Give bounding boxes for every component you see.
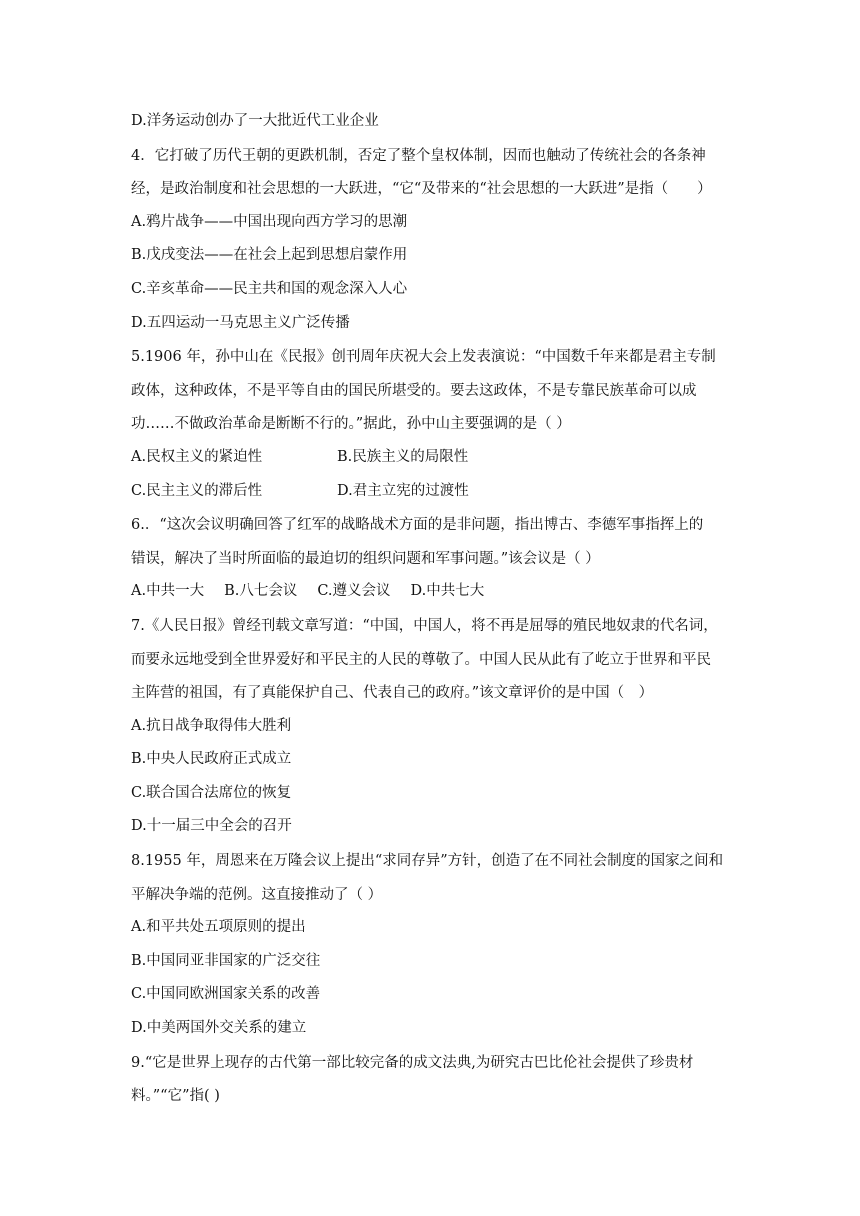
q6-option-c: C.遵义会议: [317, 583, 391, 600]
q8-option-a: A.和平共处五项原则的提出: [131, 919, 306, 936]
q7-option-d: D.十一届三中全会的召开: [131, 818, 292, 835]
q8-option-c: C.中国同欧洲国家关系的改善: [131, 986, 321, 1003]
q5-stem-line: 5.1906 年，孙中山在《民报》创刊周年庆祝大会上发表演说：“中国数千年来都是君主专制: [131, 349, 716, 366]
q7-stem-line: 而要永远地受到全世界爱好和平民主的人民的尊敬了。中国人民从此有了屹立于世界和平民: [131, 651, 711, 668]
q5-option-a: A.民权主义的紧迫性: [131, 448, 263, 465]
q6-options-row: [131, 576, 731, 607]
q8-stem: [131, 845, 731, 912]
q6-stem: [131, 509, 731, 576]
q5-option-c: C.民主主义的滞后性: [131, 482, 263, 499]
q9-stem-line: 料。”“它”指( ): [131, 1088, 220, 1105]
q3-option-d: D.洋务运动创办了一大批近代工业企业: [131, 113, 379, 129]
q7-option-b: B.中央人民政府正式成立: [131, 751, 292, 768]
q7-stem-line: 7.《人民日报》曾经刊载文章写道：“中国，中国人，将不再是屈辱的殖民地奴隶的代名词，: [131, 617, 718, 634]
q5-stem: [131, 341, 731, 442]
q5-option-b: B.民族主义的局限性: [337, 448, 469, 465]
q4-stem: [131, 140, 731, 207]
q4-option-a: A.鸦片战争——中国出现向西方学习的思潮: [131, 213, 408, 230]
q8-option-b: B.中国同亚非国家的广泛交往: [131, 952, 321, 969]
q8-stem-line: 平解决争端的范例。这直接推动了（ ）: [131, 886, 383, 903]
q5-options-row-1: [131, 442, 731, 473]
q4-stem-line: 4．它打破了历代王朝的更跌机制，否定了整个皇权体制，因而也触动了传统社会的各条神: [131, 147, 706, 164]
q4-option-c: C.辛亥革命——民主共和国的观念深入人心: [131, 280, 408, 297]
q5-option-d: D.君主立宪的过渡性: [337, 482, 469, 499]
q9-stem: [131, 1047, 731, 1114]
q8-stem-line: 8.1955 年，周恩来在万隆会议上提出“求同存异”方针，创造了在不同社会制度的国家之间和: [131, 853, 724, 870]
q5-stem-line: 政体，这种政体，不是平等自由的国民所堪受的。要去这政体，不是专靠民族革命可以成: [131, 382, 697, 399]
q6-stem-line: 6.．“这次会议明确回答了红军的战略战术方面的是非问题，指出博古、李德军事指挥上的: [131, 517, 704, 534]
q4-stem-line: 经，是政治制度和社会思想的一大跃进，“它“及带来的“社会思想的一大跃进”是指（ ）: [131, 181, 712, 198]
q9-stem-line: 9.“它是世界上现存的古代第一部比较完备的成文法典,为研究古巴比伦社会提供了珍贵材: [131, 1054, 694, 1071]
q5-stem-line: 功……不做政治革命是断断不行的。”据此，孙中山主要强调的是（ ）: [131, 416, 571, 433]
q8-option-d: D.中美两国外交关系的建立: [131, 1020, 307, 1037]
q4-option-d: D.五四运动一马克思主义广泛传播: [131, 314, 350, 331]
q7-stem: [131, 610, 731, 711]
q7-option-c: C.联合国合法席位的恢复: [131, 784, 292, 801]
q7-option-a: A.抗日战争取得伟大胜利: [131, 717, 292, 734]
q6-option-d: D.中共七大: [410, 583, 485, 600]
q6-stem-line: 错误，解决了当时所面临的最迫切的组织问题和军事问题。”该会议是（ ）: [131, 550, 600, 567]
q7-stem-line: 主阵营的祖国，有了真能保护自己、代表自己的政府。”该文章评价的是中国（ ）: [131, 685, 654, 702]
question-list: [131, 106, 731, 1114]
q4-option-b: B.戊戌变法——在社会上起到思想启蒙作用: [131, 247, 408, 264]
q6-option-b: B.八七会议: [224, 583, 298, 600]
q6-option-a: A.中共一大: [131, 583, 205, 600]
q5-options-row-2: [131, 476, 731, 507]
